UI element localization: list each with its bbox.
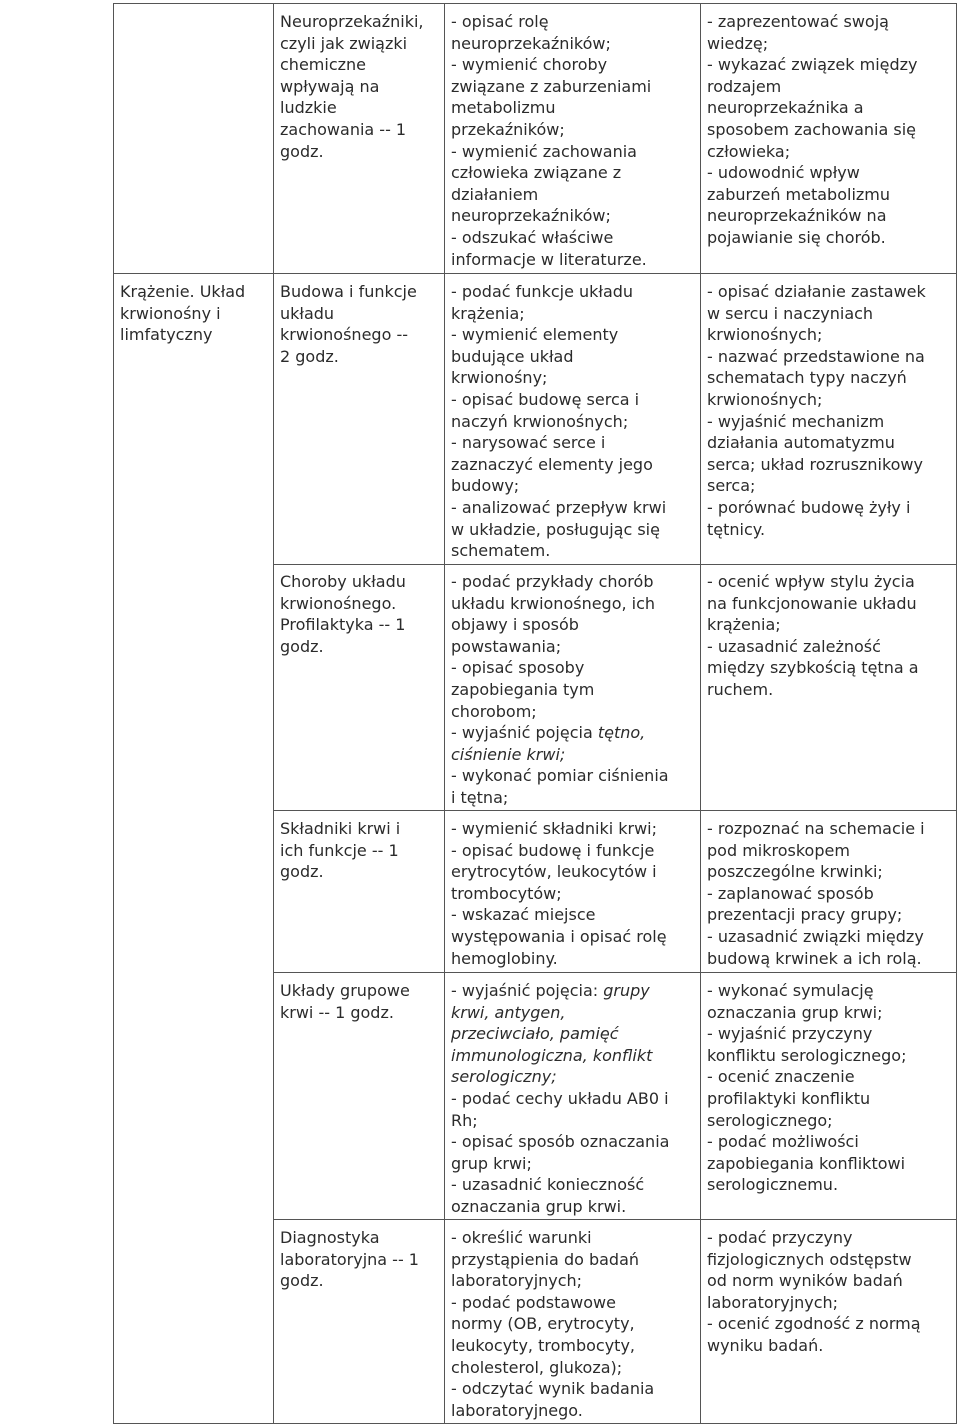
basic-requirements-cell xyxy=(451,11,699,270)
cell-text-line: - opisać budowę serca i xyxy=(451,389,640,409)
cell-text-line: - wyjaśnić pojęcia tętno, xyxy=(451,723,646,743)
cell-text-line: godz. xyxy=(280,636,324,656)
cell-text-line: prezentacji pracy grupy; xyxy=(707,905,903,925)
cell-text-line: krwi -- 1 godz. xyxy=(280,1002,394,1022)
cell-text-line: - nazwać przedstawione na xyxy=(707,346,925,366)
cell-text-line: w sercu i naczyniach xyxy=(707,303,874,323)
cell-text-line: - udowodnić wpływ xyxy=(707,163,860,183)
cell-text-line: Rh; xyxy=(451,1110,478,1130)
cell-text-line: erytrocytów, leukocytów i xyxy=(451,862,657,882)
cell-text-line: rodzajem xyxy=(707,76,782,96)
cell-text-line: serca; układ rozrusznikowy xyxy=(707,454,923,474)
table-border-col3 xyxy=(700,3,701,1424)
cell-text-line: zapobiegania konfliktowi xyxy=(707,1153,906,1173)
cell-text-line: godz. xyxy=(280,1271,324,1291)
cell-text-line: działania automatyzmu xyxy=(707,433,895,453)
cell-text-line: zapobiegania tym xyxy=(451,679,595,699)
cell-text-line: Układy grupowe xyxy=(280,981,410,1000)
cell-text-line: fizjologicznych odstępstw xyxy=(707,1249,912,1269)
cell-text-line: zachowania -- 1 xyxy=(280,119,407,139)
cell-text-line: krwionośny; xyxy=(451,368,548,388)
cell-text-line: limfatyczny xyxy=(120,325,213,345)
cell-text-line: występowania i opisać rolę xyxy=(451,926,667,946)
cell-text-line: neuroprzekaźników na xyxy=(707,206,887,226)
cell-text-line: godz. xyxy=(280,862,324,882)
table-border-bottom xyxy=(113,1423,957,1424)
cell-text-line: - wykonać symulację xyxy=(707,981,874,1000)
cell-text-line: - wykazać związek między xyxy=(707,55,918,75)
cell-text-line: - analizować przepływ krwi xyxy=(451,497,667,517)
cell-text-line: - odczytać wynik badania xyxy=(451,1379,655,1399)
cell-text-line: zaburzeń metabolizmu xyxy=(707,184,891,204)
topic-cell xyxy=(280,980,440,1023)
cell-text-line: - podać podstawowe xyxy=(451,1292,616,1312)
cell-text-line: na funkcjonowanie układu xyxy=(707,593,917,613)
basic-requirements-cell xyxy=(451,1227,699,1421)
cell-text-line: i tętna; xyxy=(451,787,509,807)
cell-text-line: - opisać sposoby xyxy=(451,658,585,678)
cell-text-line: - podać możliwości xyxy=(707,1132,859,1152)
cell-text-line: serca; xyxy=(707,476,756,496)
cell-text-line: neuroprzekaźnika a xyxy=(707,98,864,118)
cell-text-line: - porównać budowę żyły i xyxy=(707,497,911,517)
table-border-left xyxy=(113,3,114,1424)
topic-cell xyxy=(280,1227,440,1292)
table-border-col2 xyxy=(444,3,445,1424)
cell-text-line: - wyjaśnić mechanizm xyxy=(707,411,885,431)
extended-requirements-cell xyxy=(707,980,952,1196)
cell-text-line: - wymienić składniki krwi; xyxy=(451,819,658,838)
cell-text-line: przekaźników; xyxy=(451,119,565,139)
cell-text-line: chorobom; xyxy=(451,701,537,721)
cell-text-line: pod mikroskopem xyxy=(707,840,850,860)
row-divider xyxy=(273,1219,957,1220)
cell-text-line: - zaplanować sposób xyxy=(707,883,874,903)
row-divider xyxy=(273,810,957,811)
cell-text-line: między szybkością tętna a xyxy=(707,658,919,678)
cell-text-line: - zaprezentować swoją xyxy=(707,12,889,31)
extended-requirements-cell xyxy=(707,818,952,969)
cell-text-line: ruchem. xyxy=(707,679,774,699)
cell-text-line: - uzasadnić konieczność xyxy=(451,1175,645,1195)
cell-text-line: budową krwinek a ich rolą. xyxy=(707,948,922,968)
cell-text-line: konfliktu serologicznego; xyxy=(707,1045,907,1065)
cell-text-line: - podać cechy układu AB0 i xyxy=(451,1088,669,1108)
cell-text-line: - odszukać właściwe xyxy=(451,227,614,247)
basic-requirements-cell xyxy=(451,571,699,809)
cell-text-line: budowy; xyxy=(451,476,520,496)
cell-text-line: serologicznego; xyxy=(707,1110,833,1130)
cell-text-line: od norm wyników badań xyxy=(707,1271,903,1291)
cell-text-line: Budowa i funkcje xyxy=(280,282,417,301)
cell-text-line: układu xyxy=(280,303,335,323)
cell-text-line: związane z zaburzeniami xyxy=(451,76,652,96)
cell-text-line: grup krwi; xyxy=(451,1153,532,1173)
cell-text-line: leukocyty, trombocyty, xyxy=(451,1335,636,1355)
cell-text-line: Choroby układu xyxy=(280,572,406,591)
cell-text-line: - ocenić znaczenie xyxy=(707,1067,855,1087)
cell-text-line: człowieka; xyxy=(707,141,791,161)
table-border-top xyxy=(113,3,957,4)
cell-text-line: objawy i sposób xyxy=(451,615,579,635)
cell-text-line: laboratoryjnych; xyxy=(707,1292,839,1312)
cell-text-line: serologicznemu. xyxy=(707,1175,839,1195)
cell-text-line: wpływają na xyxy=(280,76,380,96)
cell-text-line: - opisać działanie zastawek xyxy=(707,282,926,301)
basic-requirements-cell xyxy=(451,818,699,969)
basic-requirements-cell xyxy=(451,281,699,562)
extended-requirements-cell xyxy=(707,571,952,701)
cell-text-line: powstawania; xyxy=(451,636,562,656)
cell-text-line: - ocenić wpływ stylu życia xyxy=(707,572,915,591)
cell-text-line: Neuroprzekaźniki, xyxy=(280,12,424,31)
cell-text-line: neuroprzekaźników; xyxy=(451,33,611,53)
cell-text-line: - opisać rolę xyxy=(451,12,549,31)
cell-text-line: poszczególne krwinki; xyxy=(707,862,883,882)
cell-text-line: krwionośnych; xyxy=(707,389,823,409)
cell-text-line: - ocenić zgodność z normą xyxy=(707,1314,921,1334)
cell-text-line: laboratoryjnego. xyxy=(451,1400,583,1420)
cell-text-line: - podać przyczyny xyxy=(707,1228,853,1247)
cell-text-line: ciśnienie krwi; xyxy=(451,744,566,764)
cell-text-line: przystąpienia do badań xyxy=(451,1249,640,1269)
extended-requirements-cell xyxy=(707,281,952,540)
cell-text-line: Krążenie. Układ xyxy=(120,282,246,301)
topic-cell xyxy=(280,571,440,657)
cell-text-line: Diagnostyka xyxy=(280,1228,380,1247)
cell-text-line: krwionośnego. xyxy=(280,593,397,613)
row-divider xyxy=(273,972,957,973)
cell-text-line: - określić warunki xyxy=(451,1228,592,1247)
cell-text-line: - wykonać pomiar ciśnienia xyxy=(451,766,669,786)
table-border-col1 xyxy=(273,3,274,1424)
topic-cell xyxy=(280,11,440,162)
cell-text-line: ich funkcje -- 1 xyxy=(280,840,399,860)
cell-text-line: serologiczny; xyxy=(451,1067,557,1087)
extended-requirements-cell xyxy=(707,11,952,249)
cell-text-line: - wymienić elementy xyxy=(451,325,619,345)
cell-text-line: krążenia; xyxy=(707,615,781,635)
cell-text-line: godz. xyxy=(280,141,324,161)
cell-text-line: - narysować serce i xyxy=(451,433,606,453)
cell-text-line: zaznaczyć elementy jego xyxy=(451,454,653,474)
cell-text-line: - wskazać miejsce xyxy=(451,905,596,925)
cell-text-line: - podać przykłady chorób xyxy=(451,572,654,591)
cell-text-line: neuroprzekaźników; xyxy=(451,206,611,226)
cell-text-line: - uzasadnić zależność xyxy=(707,636,881,656)
cell-text-line: laboratoryjna -- 1 xyxy=(280,1249,419,1269)
cell-text-line: - wymienić choroby xyxy=(451,55,608,75)
topic-cell xyxy=(280,281,440,367)
cell-text-line: oznaczania grup krwi; xyxy=(707,1002,883,1022)
cell-text-line: cholesterol, glukoza); xyxy=(451,1357,623,1377)
cell-text-line: przeciwciało, pamięć xyxy=(451,1024,619,1044)
cell-text-line: - wymienić zachowania xyxy=(451,141,637,161)
cell-text-line: - uzasadnić związki między xyxy=(707,926,924,946)
cell-text-line: w układzie, posługując się xyxy=(451,519,660,539)
cell-text-line: krwi, antygen, xyxy=(451,1002,566,1022)
cell-text-line: metabolizmu xyxy=(451,98,556,118)
cell-text-line: wyniku badań. xyxy=(707,1335,824,1355)
cell-text-line: normy (OB, erytrocyty, xyxy=(451,1314,635,1334)
cell-text-line: krwionośnych; xyxy=(707,325,823,345)
cell-text-line: Składniki krwi i xyxy=(280,819,401,838)
cell-text-line: profilaktyki konfliktu xyxy=(707,1088,871,1108)
cell-text-line: krwionośny i xyxy=(120,303,221,323)
cell-text-line: oznaczania grup krwi. xyxy=(451,1196,627,1216)
cell-text-line: układu krwionośnego, ich xyxy=(451,593,656,613)
cell-text-line: 2 godz. xyxy=(280,346,339,366)
row-divider xyxy=(273,564,957,565)
basic-requirements-cell xyxy=(451,980,699,1218)
cell-text-line: schematach typy naczyń xyxy=(707,368,907,388)
cell-text-line: - opisać sposób oznaczania xyxy=(451,1132,670,1152)
cell-text-line: działaniem xyxy=(451,184,539,204)
cell-text-line: wiedzę; xyxy=(707,33,769,53)
cell-text-line: Profilaktyka -- 1 xyxy=(280,615,406,635)
cell-text-line: schematem. xyxy=(451,541,551,561)
cell-text-line: krążenia; xyxy=(451,303,525,323)
topic-cell xyxy=(280,818,440,883)
cell-text-line: hemoglobiny. xyxy=(451,948,558,968)
cell-text-line: czyli jak związki xyxy=(280,33,408,53)
cell-text-line: człowieka związane z xyxy=(451,163,622,183)
cell-text-line: pojawianie się chorób. xyxy=(707,227,886,247)
cell-text-line: - opisać budowę i funkcje xyxy=(451,840,655,860)
cell-text-line: - wyjaśnić pojęcia: grupy xyxy=(451,981,650,1000)
cell-text-line: ludzkie xyxy=(280,98,337,118)
cell-text-line: informacje w literaturze. xyxy=(451,249,647,269)
extended-requirements-cell xyxy=(707,1227,952,1357)
cell-text-line: tętnicy. xyxy=(707,519,766,539)
cell-text-line: naczyń krwionośnych; xyxy=(451,411,629,431)
cell-text-line: - rozpoznać na schemacie i xyxy=(707,819,925,838)
cell-text-line: sposobem zachowania się xyxy=(707,119,916,139)
cell-text-line: krwionośnego -- xyxy=(280,325,408,345)
section-title xyxy=(120,281,266,346)
cell-text-line: - wyjaśnić przyczyny xyxy=(707,1024,873,1044)
cell-text-line: - podać funkcje układu xyxy=(451,282,634,301)
cell-text-line: immunologiczna, konflikt xyxy=(451,1045,653,1065)
cell-text-line: chemiczne xyxy=(280,55,366,75)
cell-text-line: trombocytów; xyxy=(451,883,562,903)
cell-text-line: laboratoryjnych; xyxy=(451,1271,583,1291)
cell-text-line: budujące układ xyxy=(451,346,574,366)
row-divider xyxy=(113,273,957,274)
table-border-right xyxy=(956,3,957,1424)
